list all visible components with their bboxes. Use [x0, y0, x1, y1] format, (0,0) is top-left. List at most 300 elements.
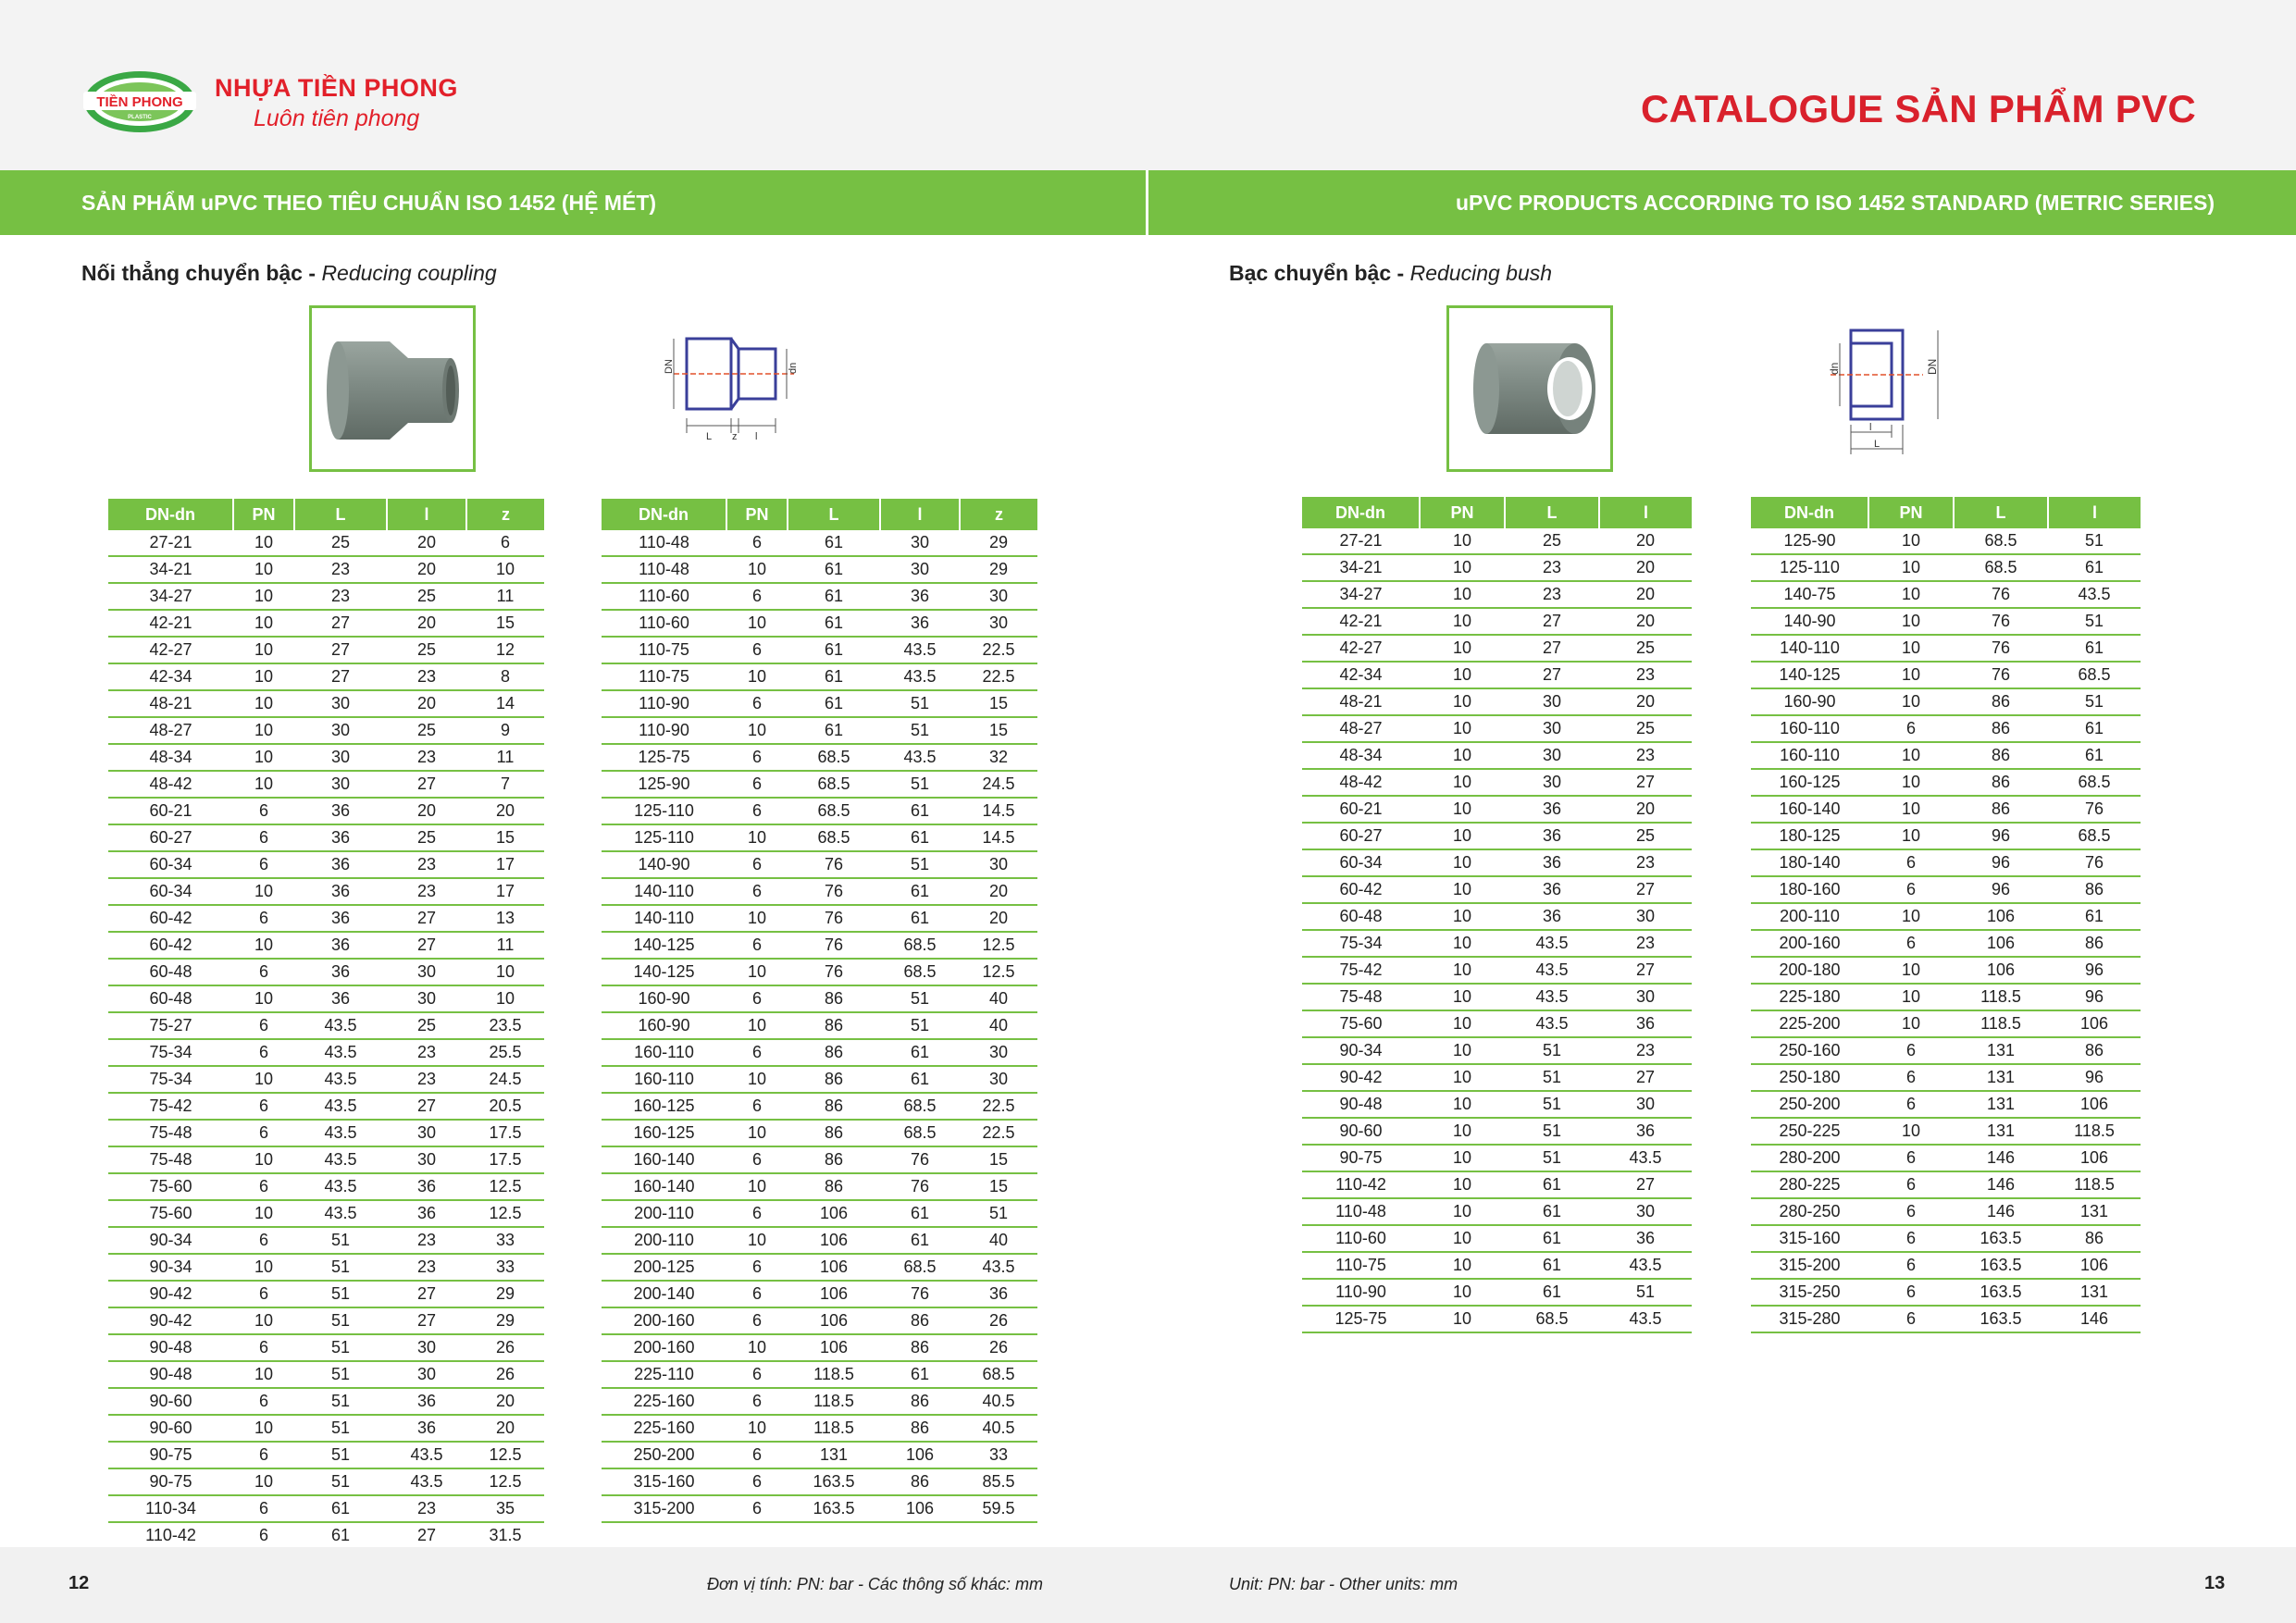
- table-cell: 48-27: [108, 717, 233, 744]
- table-cell: 25.5: [466, 1039, 544, 1066]
- table-cell: 10: [1868, 688, 1954, 715]
- table-cell: 61: [1505, 1225, 1599, 1252]
- table-header: DN-dn: [108, 499, 233, 530]
- table-row: [1751, 930, 2141, 957]
- table-row: [108, 985, 544, 1012]
- table-cell: 68.5: [960, 1361, 1037, 1388]
- table-cell: 68.5: [1505, 1306, 1599, 1332]
- table-row: [108, 851, 544, 878]
- table-cell: 43.5: [1505, 957, 1599, 984]
- table-cell: 68.5: [1954, 554, 2048, 581]
- table-header: l: [880, 499, 960, 530]
- table-cell: 76: [1954, 662, 2048, 688]
- table-cell: 23: [294, 583, 387, 610]
- table-cell: 163.5: [1954, 1279, 2048, 1306]
- table-cell: 61: [880, 1039, 960, 1066]
- table-cell: 27-21: [1302, 528, 1420, 554]
- table-row: [1302, 1252, 1692, 1279]
- table-row: [1751, 769, 2141, 796]
- table-cell: 20: [1599, 528, 1692, 554]
- table-cell: 61: [2048, 635, 2141, 662]
- table-row: [602, 1415, 1037, 1442]
- table-cell: 12.5: [960, 932, 1037, 959]
- table-cell: 10: [726, 824, 788, 851]
- table-cell: 51: [880, 1012, 960, 1039]
- table-cell: 10: [1420, 1145, 1505, 1171]
- table-cell: 146: [2048, 1306, 2141, 1332]
- table-cell: 27: [1505, 608, 1599, 635]
- table-cell: 20: [387, 798, 466, 824]
- table-cell: 43.5: [1505, 984, 1599, 1010]
- table-cell: 36: [294, 798, 387, 824]
- table-cell: 160-140: [1751, 796, 1868, 823]
- table-cell: 90-42: [108, 1307, 233, 1334]
- table-cell: 43.5: [294, 1200, 387, 1227]
- table-cell: 6: [726, 1442, 788, 1468]
- table-row: [108, 1334, 544, 1361]
- table-row: [602, 1442, 1037, 1468]
- table-cell: 15: [960, 717, 1037, 744]
- table-header: PN: [233, 499, 294, 530]
- table-cell: 10: [1868, 1010, 1954, 1037]
- table-cell: 10: [1420, 1279, 1505, 1306]
- table-header: DN-dn: [1302, 497, 1420, 528]
- coupling-photo: [309, 305, 476, 472]
- table-cell: 76: [788, 878, 880, 905]
- table-cell: 86: [788, 1093, 880, 1120]
- table-cell: 125-90: [602, 771, 726, 798]
- table-row: [1302, 528, 1692, 554]
- table-cell: 10: [1420, 581, 1505, 608]
- table-header: L: [788, 499, 880, 530]
- table-cell: 34-27: [1302, 581, 1420, 608]
- table-cell: 106: [788, 1334, 880, 1361]
- table-cell: 90-60: [1302, 1118, 1420, 1145]
- table-cell: 10: [233, 1146, 294, 1173]
- table-row: [1302, 662, 1692, 688]
- table-cell: 32: [960, 744, 1037, 771]
- table-cell: 10: [233, 878, 294, 905]
- table-cell: 125-75: [1302, 1306, 1420, 1332]
- table-row: [1302, 635, 1692, 662]
- table-cell: 42-27: [1302, 635, 1420, 662]
- table-cell: 76: [1954, 581, 2048, 608]
- table-cell: 110-90: [602, 690, 726, 717]
- table-cell: 6: [1868, 1225, 1954, 1252]
- table-cell: 106: [2048, 1091, 2141, 1118]
- table-cell: 6: [726, 1495, 788, 1522]
- table-cell: 6: [1868, 1145, 1954, 1171]
- table-cell: 160-90: [602, 1012, 726, 1039]
- table-cell: 10: [1868, 957, 1954, 984]
- table-cell: 36: [387, 1388, 466, 1415]
- table-cell: 20.5: [466, 1093, 544, 1120]
- table-cell: 75-60: [108, 1173, 233, 1200]
- table-row: [602, 878, 1037, 905]
- table-cell: 25: [387, 583, 466, 610]
- table-cell: 25: [1505, 528, 1599, 554]
- table-cell: 51: [1505, 1145, 1599, 1171]
- table-cell: 10: [233, 932, 294, 959]
- table-row: [1302, 930, 1692, 957]
- table-cell: 27: [294, 637, 387, 663]
- banner-left: SẢN PHẨM uPVC THEO TIÊU CHUẨN ISO 1452 (HỆ MÉT): [0, 170, 1146, 235]
- table-cell: 160-125: [1751, 769, 1868, 796]
- table-cell: 13: [466, 905, 544, 932]
- table-cell: 10: [1420, 1010, 1505, 1037]
- table-row: [108, 824, 544, 851]
- table-cell: 118.5: [788, 1388, 880, 1415]
- table-cell: 68.5: [788, 744, 880, 771]
- table-cell: 15: [960, 1146, 1037, 1173]
- table-cell: 20: [1599, 608, 1692, 635]
- table-cell: 10: [233, 1307, 294, 1334]
- table-cell: 6: [233, 905, 294, 932]
- table-cell: 60-21: [1302, 796, 1420, 823]
- table-cell: 51: [294, 1442, 387, 1468]
- table-row: [1302, 1225, 1692, 1252]
- table-cell: 36: [294, 905, 387, 932]
- table-cell: 86: [2048, 876, 2141, 903]
- table-cell: 180-125: [1751, 823, 1868, 849]
- table-cell: 125-75: [602, 744, 726, 771]
- table-cell: 12.5: [466, 1442, 544, 1468]
- table-cell: 27: [387, 905, 466, 932]
- table-cell: 250-160: [1751, 1037, 1868, 1064]
- table-cell: 15: [466, 824, 544, 851]
- table-cell: 60-34: [1302, 849, 1420, 876]
- table-cell: 10: [1420, 1252, 1505, 1279]
- table-cell: 6: [233, 1120, 294, 1146]
- table-cell: 51: [880, 985, 960, 1012]
- table-cell: 96: [1954, 823, 2048, 849]
- table-cell: 43.5: [880, 663, 960, 690]
- table-row: [108, 1442, 544, 1468]
- bush-drawing-label-L: L: [1874, 439, 1880, 450]
- unit-note-vn: Đơn vị tính: PN: bar - Các thông số khác: mm: [707, 1575, 1044, 1593]
- table-row: [1302, 796, 1692, 823]
- table-cell: 86: [1954, 769, 2048, 796]
- table-cell: 76: [880, 1281, 960, 1307]
- table-cell: 48-34: [1302, 742, 1420, 769]
- table-cell: 43.5: [1599, 1252, 1692, 1279]
- table-cell: 48-42: [108, 771, 233, 798]
- table-cell: 110-75: [602, 663, 726, 690]
- table-row: [1302, 1010, 1692, 1037]
- table-cell: 27: [1505, 635, 1599, 662]
- table-cell: 60-34: [108, 878, 233, 905]
- table-cell: 10: [1420, 662, 1505, 688]
- table-cell: 10: [1420, 635, 1505, 662]
- table-row: [108, 878, 544, 905]
- table-cell: 60-27: [1302, 823, 1420, 849]
- table-cell: 6: [233, 1012, 294, 1039]
- table-cell: 20: [387, 690, 466, 717]
- table-cell: 61: [1505, 1171, 1599, 1198]
- table-row: [1302, 1171, 1692, 1198]
- table-cell: 14: [466, 690, 544, 717]
- table-cell: 61: [880, 1361, 960, 1388]
- table-cell: 86: [880, 1334, 960, 1361]
- table-cell: 10: [233, 690, 294, 717]
- bush-drawing-label-DN: DN: [1926, 358, 1939, 375]
- table-row: [602, 690, 1037, 717]
- table-cell: 36: [294, 878, 387, 905]
- table-cell: 61: [788, 583, 880, 610]
- table-cell: 75-60: [1302, 1010, 1420, 1037]
- table-cell: 6: [233, 824, 294, 851]
- table-row: [1302, 1145, 1692, 1171]
- table-row: [108, 1415, 544, 1442]
- table-cell: 86: [1954, 796, 2048, 823]
- table-row: [602, 717, 1037, 744]
- table-cell: 36: [387, 1200, 466, 1227]
- table-cell: 75-42: [1302, 957, 1420, 984]
- table-cell: 75-60: [108, 1200, 233, 1227]
- table-cell: 76: [1954, 608, 2048, 635]
- table-cell: 6: [233, 1281, 294, 1307]
- table-row: [1751, 1010, 2141, 1037]
- table-row: [602, 1012, 1037, 1039]
- table-cell: 23: [1505, 554, 1599, 581]
- table-cell: 200-160: [602, 1307, 726, 1334]
- table-cell: 86: [788, 1066, 880, 1093]
- table-cell: 51: [294, 1281, 387, 1307]
- table-cell: 61: [2048, 715, 2141, 742]
- reducing-bush-image: [1449, 308, 1610, 469]
- table-cell: 96: [1954, 849, 2048, 876]
- table-cell: 61: [880, 1200, 960, 1227]
- table-cell: 7: [466, 771, 544, 798]
- table-cell: 15: [960, 1173, 1037, 1200]
- table-cell: 86: [880, 1307, 960, 1334]
- table-cell: 10: [1868, 528, 1954, 554]
- table-cell: 6: [233, 798, 294, 824]
- table-cell: 51: [880, 690, 960, 717]
- table-cell: 43.5: [387, 1468, 466, 1495]
- table-cell: 61: [788, 637, 880, 663]
- table-cell: 15: [466, 610, 544, 637]
- brand-slogan: Luôn tiên phong: [254, 105, 420, 131]
- table-cell: 60-42: [1302, 876, 1420, 903]
- table-cell: 36: [1505, 796, 1599, 823]
- table-cell: 36: [387, 1173, 466, 1200]
- table-row: [1751, 903, 2141, 930]
- table-row: [1751, 1252, 2141, 1279]
- table-cell: 6: [233, 1039, 294, 1066]
- bush-table-2: [1751, 497, 2141, 1333]
- table-cell: 6: [1868, 1252, 1954, 1279]
- table-cell: 10: [726, 1066, 788, 1093]
- table-cell: 27: [1505, 662, 1599, 688]
- table-row: [108, 1200, 544, 1227]
- table-cell: 96: [2048, 957, 2141, 984]
- table-cell: 118.5: [788, 1415, 880, 1442]
- table-cell: 315-200: [602, 1495, 726, 1522]
- table-row: [108, 1173, 544, 1200]
- table-cell: 25: [1599, 635, 1692, 662]
- table-cell: 6: [726, 637, 788, 663]
- table-cell: 51: [880, 717, 960, 744]
- table-row: [1302, 957, 1692, 984]
- table-cell: 10: [233, 610, 294, 637]
- table-header: PN: [1868, 497, 1954, 528]
- table-cell: 26: [466, 1361, 544, 1388]
- table-cell: 60-34: [108, 851, 233, 878]
- table-cell: 30: [294, 690, 387, 717]
- table-cell: 110-60: [1302, 1225, 1420, 1252]
- table-cell: 131: [1954, 1037, 2048, 1064]
- table-cell: 25: [294, 530, 387, 556]
- table-cell: 29: [960, 556, 1037, 583]
- table-cell: 6: [726, 1039, 788, 1066]
- table-cell: 43.5: [294, 1173, 387, 1200]
- banner-right: uPVC PRODUCTS ACCORDING TO ISO 1452 STANDARD (METRIC SERIES): [1148, 170, 2296, 235]
- table-cell: 6: [726, 771, 788, 798]
- table-cell: 6: [726, 583, 788, 610]
- table-cell: 106: [788, 1254, 880, 1281]
- table-cell: 10: [1868, 742, 1954, 769]
- table-cell: 27-21: [108, 530, 233, 556]
- table-cell: 106: [1954, 930, 2048, 957]
- table-cell: 51: [294, 1227, 387, 1254]
- table-cell: 75-34: [108, 1066, 233, 1093]
- table-row: [602, 1146, 1037, 1173]
- table-row: [602, 1281, 1037, 1307]
- table-cell: 10: [1868, 823, 1954, 849]
- table-row: [602, 1361, 1037, 1388]
- table-cell: 160-110: [602, 1039, 726, 1066]
- table-header: l: [1599, 497, 1692, 528]
- table-cell: 6: [1868, 1171, 1954, 1198]
- table-row: [1302, 1306, 1692, 1332]
- table-cell: 10: [1868, 581, 1954, 608]
- table-cell: 10: [1868, 903, 1954, 930]
- table-cell: 10: [1420, 1118, 1505, 1145]
- table-cell: 110-90: [1302, 1279, 1420, 1306]
- table-cell: 10: [1420, 554, 1505, 581]
- table-cell: 27: [387, 1522, 466, 1549]
- table-row: [1302, 823, 1692, 849]
- table-cell: 96: [2048, 984, 2141, 1010]
- table-cell: 6: [726, 985, 788, 1012]
- table-cell: 20: [960, 905, 1037, 932]
- table-cell: 43.5: [1599, 1306, 1692, 1332]
- table-cell: 10: [233, 583, 294, 610]
- table-cell: 90-75: [1302, 1145, 1420, 1171]
- table-cell: 90-42: [108, 1281, 233, 1307]
- table-row: [1751, 581, 2141, 608]
- table-cell: 6: [726, 1361, 788, 1388]
- table-row: [108, 1495, 544, 1522]
- table-cell: 43.5: [294, 1146, 387, 1173]
- table-row: [1302, 554, 1692, 581]
- table-cell: 30: [1505, 742, 1599, 769]
- table-cell: 48-21: [108, 690, 233, 717]
- table-row: [602, 771, 1037, 798]
- table-cell: 61: [880, 824, 960, 851]
- table-row: [602, 610, 1037, 637]
- table-row: [1751, 1306, 2141, 1332]
- table-cell: 6: [233, 959, 294, 985]
- table-cell: 140-110: [602, 905, 726, 932]
- table-cell: 90-60: [108, 1388, 233, 1415]
- table-row: [1751, 823, 2141, 849]
- table-cell: 24.5: [466, 1066, 544, 1093]
- table-row: [1302, 1198, 1692, 1225]
- table-cell: 30: [387, 959, 466, 985]
- table-cell: 27: [1599, 1064, 1692, 1091]
- table-cell: 30: [960, 610, 1037, 637]
- table-cell: 163.5: [788, 1468, 880, 1495]
- table-row: [1751, 554, 2141, 581]
- table-cell: 12.5: [466, 1468, 544, 1495]
- table-cell: 36: [880, 583, 960, 610]
- table-row: [1751, 715, 2141, 742]
- table-cell: 27: [387, 932, 466, 959]
- table-row: [602, 1334, 1037, 1361]
- table-cell: 140-110: [602, 878, 726, 905]
- table-cell: 86: [788, 985, 880, 1012]
- table-row: [108, 1066, 544, 1093]
- table-cell: 20: [1599, 796, 1692, 823]
- table-cell: 30: [387, 1361, 466, 1388]
- table-cell: 6: [726, 932, 788, 959]
- table-cell: 6: [1868, 1091, 1954, 1118]
- table-row: [1302, 608, 1692, 635]
- table-cell: 106: [788, 1227, 880, 1254]
- table-cell: 118.5: [1954, 984, 2048, 1010]
- table-cell: 61: [1505, 1279, 1599, 1306]
- table-cell: 10: [233, 530, 294, 556]
- table-cell: 86: [788, 1146, 880, 1173]
- table-row: [602, 637, 1037, 663]
- table-cell: 86: [1954, 715, 2048, 742]
- table-cell: 10: [1420, 688, 1505, 715]
- table-cell: 106: [1954, 903, 2048, 930]
- table-cell: 30: [387, 1146, 466, 1173]
- table-cell: 106: [788, 1307, 880, 1334]
- table-cell: 10: [1420, 1064, 1505, 1091]
- table-cell: 200-160: [1751, 930, 1868, 957]
- bush-title-en: Reducing bush: [1409, 261, 1553, 285]
- table-cell: 61: [788, 556, 880, 583]
- table-row: [108, 1012, 544, 1039]
- table-cell: 17.5: [466, 1120, 544, 1146]
- table-cell: 6: [726, 1281, 788, 1307]
- table-cell: 163.5: [1954, 1252, 2048, 1279]
- table-cell: 225-160: [602, 1415, 726, 1442]
- table-cell: 30: [1505, 769, 1599, 796]
- table-row: [602, 824, 1037, 851]
- table-cell: 10: [726, 556, 788, 583]
- table-cell: 10: [726, 1415, 788, 1442]
- table-row: [108, 583, 544, 610]
- table-cell: 75-34: [108, 1039, 233, 1066]
- table-cell: 75-34: [1302, 930, 1420, 957]
- table-cell: 160-90: [1751, 688, 1868, 715]
- table-cell: 30: [1599, 1091, 1692, 1118]
- table-cell: 280-225: [1751, 1171, 1868, 1198]
- table-row: [108, 771, 544, 798]
- table-row: [602, 1227, 1037, 1254]
- table-cell: 10: [726, 959, 788, 985]
- table-row: [108, 1093, 544, 1120]
- table-cell: 315-200: [1751, 1252, 1868, 1279]
- unit-note-en: Unit: PN: bar - Other units: mm: [1229, 1575, 1458, 1593]
- table-cell: 10: [726, 905, 788, 932]
- table-cell: 25: [387, 1012, 466, 1039]
